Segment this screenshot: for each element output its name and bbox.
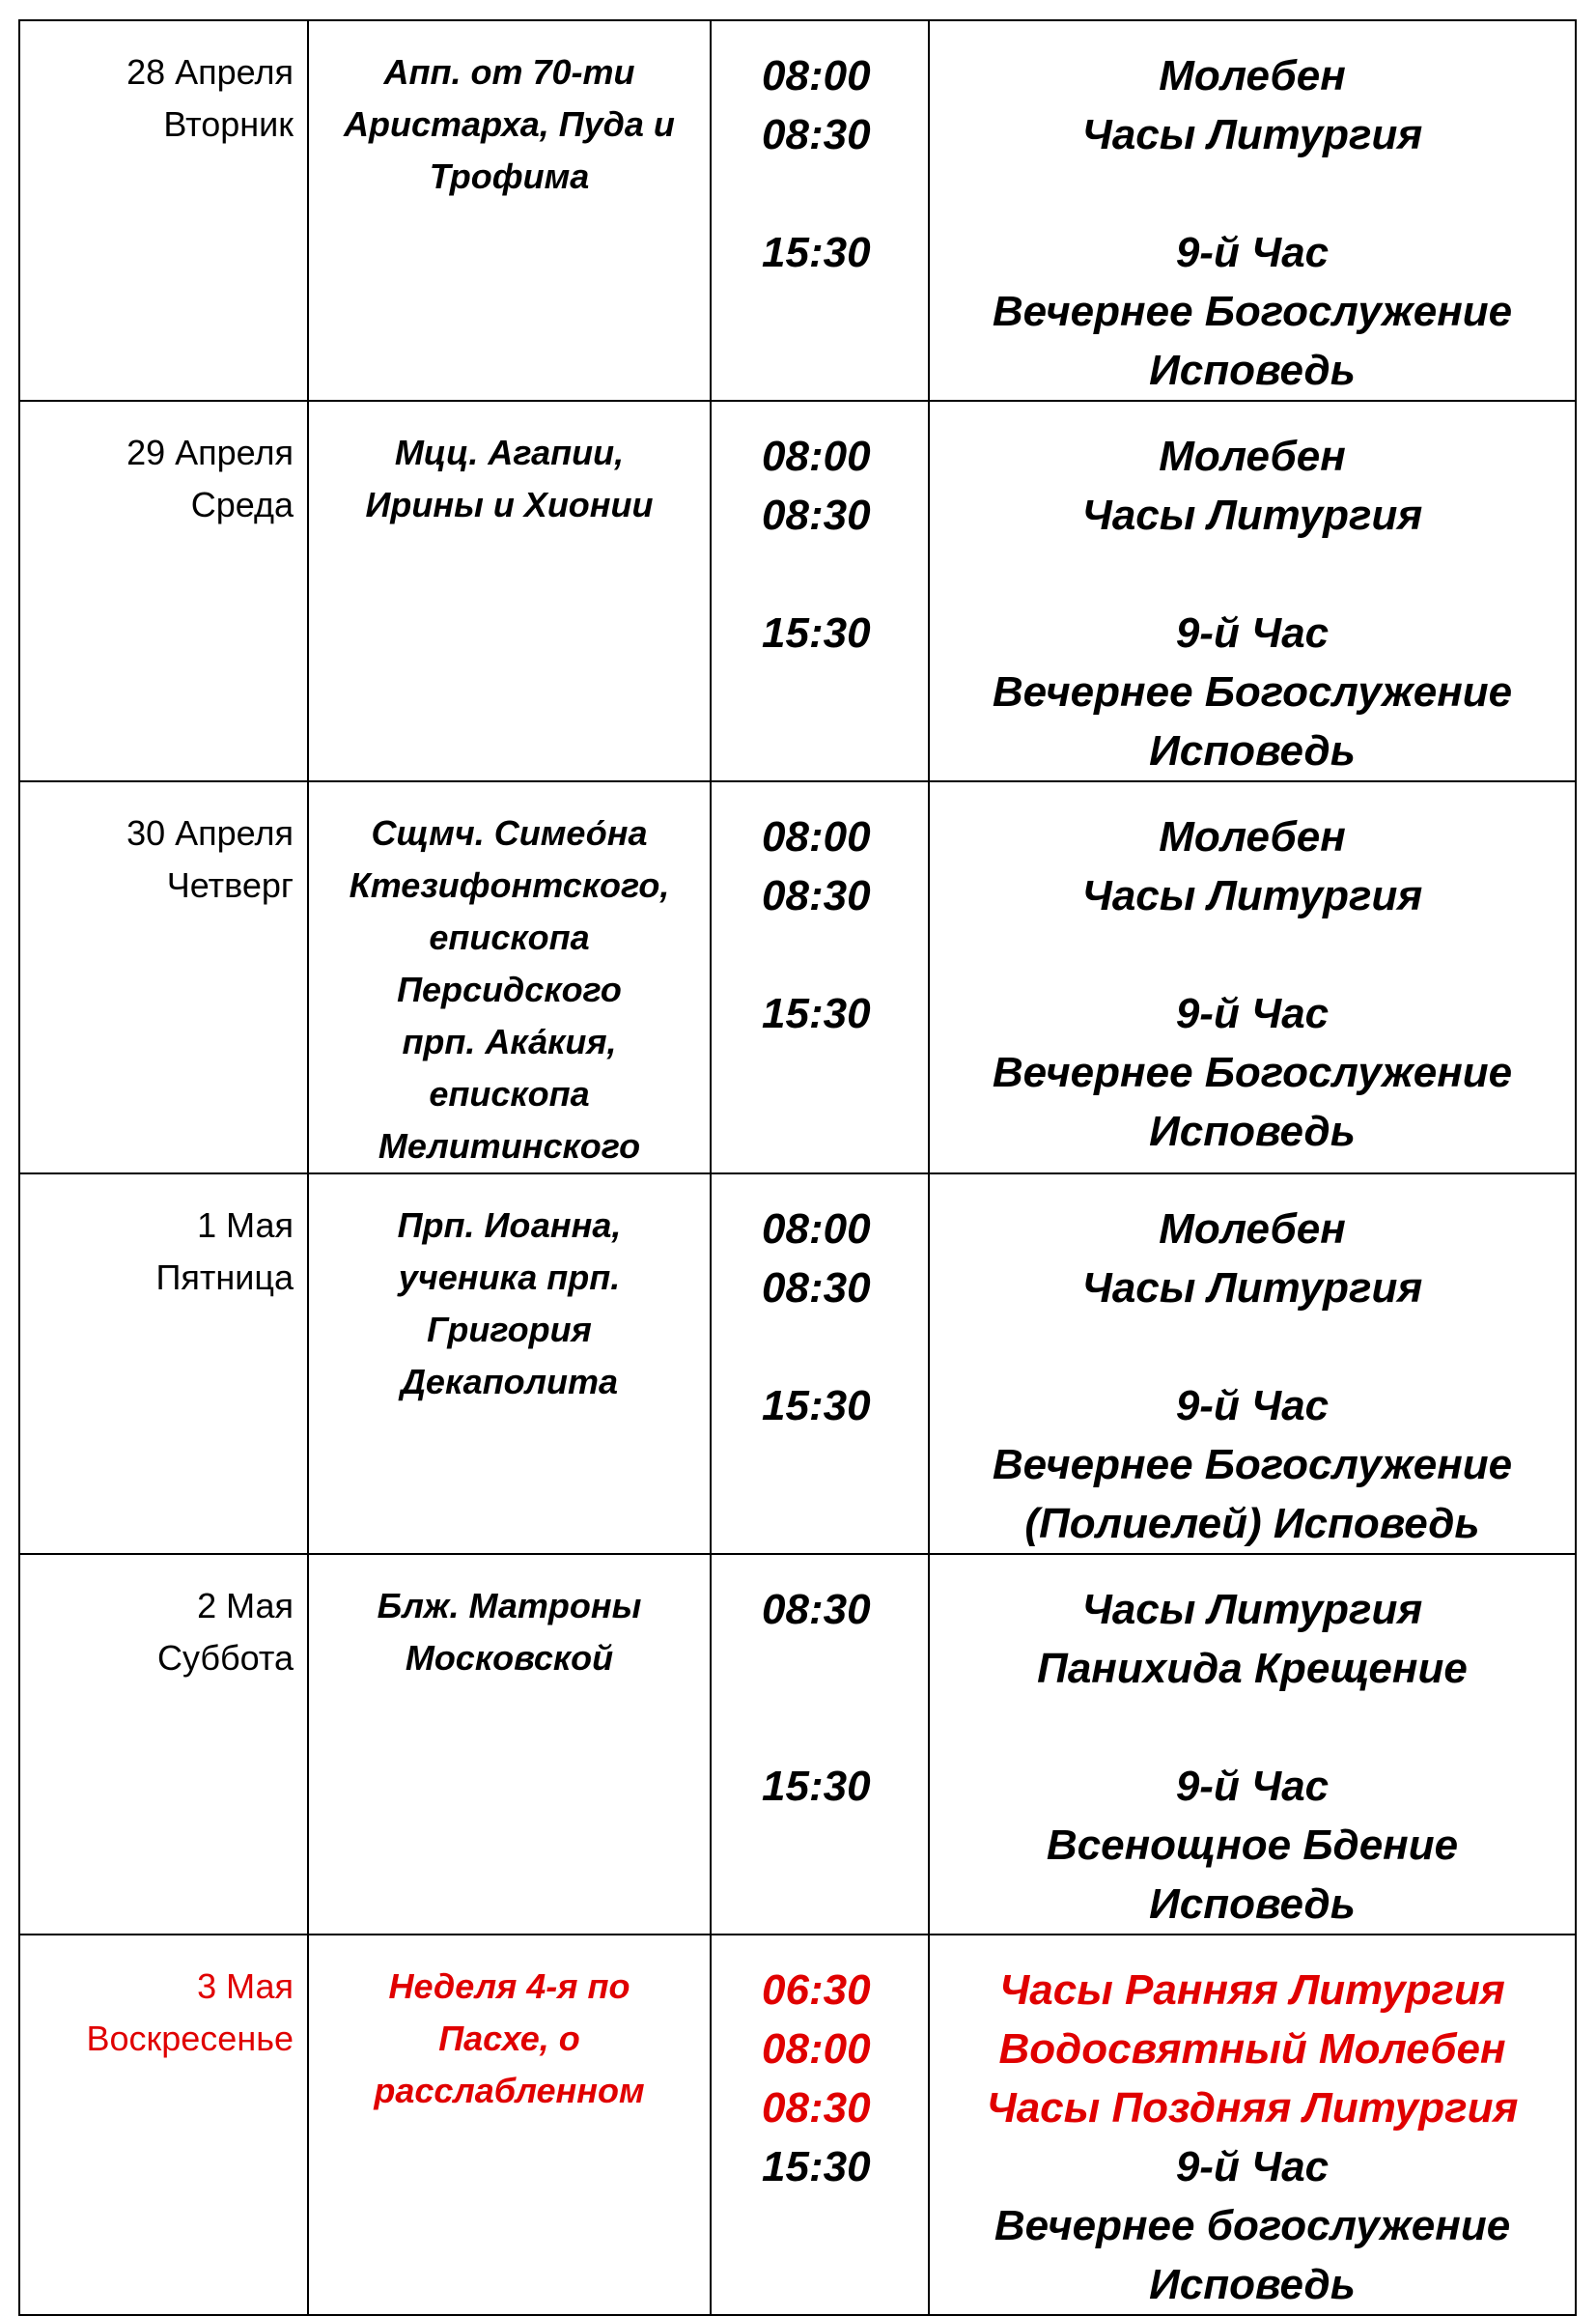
service-text: Вечернее Богослужение [992,288,1513,335]
feast-line: Апп. от 70-ти [383,52,635,92]
service-text: Часы Литургия [1081,1264,1423,1312]
schedule-sheet [18,19,1575,2316]
schedule-row [19,20,1576,401]
service-text: 9-й Час [1175,1763,1330,1810]
time-text: 15:30 [762,1763,871,1810]
date-text: 2 Мая [197,1586,294,1625]
time-text: 15:30 [762,229,871,276]
service-text: (Полиелей) Исповедь [1024,1500,1480,1547]
feast-cell [308,1554,711,1935]
feast-line: Сщмч. Симео́на [371,813,648,853]
service-text: Исповедь [1149,2261,1356,2308]
schedule-row [19,1554,1576,1935]
weekday-text: Воскресенье [86,2019,294,2058]
time-text: 08:30 [762,1264,871,1312]
services-cell [929,1173,1576,1554]
service-text: Часы Поздняя Литургия [986,2084,1519,2132]
times-cell [711,20,929,401]
service-text: Часы Литургия [1081,492,1423,539]
feast-line: Ктезифонтского, [349,865,670,905]
feast-line: Мелитинского [378,1126,641,1166]
time-text: 08:00 [762,1205,871,1253]
date-cell [19,401,308,781]
date-cell [19,781,308,1173]
time-text: 08:00 [762,52,871,99]
service-text: Всенощное Бдение [1046,1822,1459,1869]
feast-line: Григория [427,1310,592,1349]
time-text: 08:30 [762,492,871,539]
services-cell [929,781,1576,1173]
service-text: Вечернее Богослужение [992,1049,1513,1096]
date-text: 1 Мая [197,1205,294,1245]
times-cell [711,781,929,1173]
feast-line: Блж. Матроны [377,1586,642,1625]
service-text: Молебен [1159,813,1346,861]
service-text: Вечернее богослужение [994,2202,1511,2249]
feast-line: Мцц. Агапии, [394,433,625,472]
date-cell [19,20,308,401]
service-text: 9-й Час [1175,990,1330,1037]
service-text: Часы Литургия [1081,872,1423,919]
feast-line: Ирины и Хионии [365,485,654,524]
service-text: Часы Литургия [1081,1586,1423,1633]
services-cell [929,20,1576,401]
feast-line: прп. Ака́кия, [402,1022,617,1061]
feast-cell [308,1173,711,1554]
time-text: 15:30 [762,2143,871,2190]
time-text: 08:00 [762,433,871,480]
feast-cell [308,781,711,1173]
service-text: Исповедь [1149,347,1356,394]
times-cell [711,1554,929,1935]
service-text: Часы Ранняя Литургия [999,1966,1505,2014]
time-text: 06:30 [762,1966,871,2014]
times-cell [711,1173,929,1554]
feast-cell [308,20,711,401]
feast-line: Персидского [397,970,622,1009]
feast-line: Декаполита [400,1362,619,1401]
date-text: 29 Апреля [126,433,294,472]
service-text: Вечернее Богослужение [992,668,1513,716]
feast-line: епископа [429,1074,590,1114]
schedule-row [19,401,1576,781]
time-text: 15:30 [762,609,871,657]
service-text: Часы Литургия [1081,111,1423,158]
service-text: Водосвятный Молебен [998,2025,1506,2073]
feast-cell [308,401,711,781]
time-text: 15:30 [762,1382,871,1429]
times-cell [711,401,929,781]
service-text: Молебен [1159,1205,1346,1253]
date-cell [19,1173,308,1554]
feast-line: Аристарха, Пуда и [344,104,675,144]
date-text: 28 Апреля [126,52,294,92]
schedule-row [19,1173,1576,1554]
feast-line: епископа [429,918,590,957]
weekday-text: Пятница [155,1257,294,1297]
schedule-table [18,19,1577,2316]
feast-line: Пасхе, о [438,2019,580,2058]
feast-line: Прп. Иоанна, [397,1205,622,1245]
time-text: 08:00 [762,2025,871,2073]
time-text: 08:30 [762,111,871,158]
services-cell [929,401,1576,781]
service-text: Исповедь [1149,1880,1356,1928]
service-text: Панихида Крещение [1037,1645,1468,1692]
time-text: 15:30 [762,990,871,1037]
feast-line: Московской [405,1638,614,1678]
service-text: Исповедь [1149,727,1356,775]
date-text: 3 Мая [197,1966,294,2006]
feast-line: ученика прп. [398,1257,621,1297]
service-text: 9-й Час [1175,229,1330,276]
service-text: 9-й Час [1175,1382,1330,1429]
time-text: 08:30 [762,1586,871,1633]
time-text: 08:30 [762,2084,871,2132]
date-text: 30 Апреля [126,813,294,853]
weekday-text: Четверг [166,865,294,905]
time-text: 08:30 [762,872,871,919]
service-text: Молебен [1159,433,1346,480]
service-text: Молебен [1159,52,1346,99]
feast-line: Трофима [429,156,590,196]
weekday-text: Суббота [157,1638,294,1678]
feast-line: Неделя 4-я по [388,1966,630,2006]
service-text: 9-й Час [1175,609,1330,657]
service-text: Исповедь [1149,1108,1356,1155]
service-text: Вечернее Богослужение [992,1441,1513,1488]
feast-line: расслабленном [374,2071,645,2110]
weekday-text: Вторник [163,104,294,144]
service-text: 9-й Час [1175,2143,1330,2190]
weekday-text: Среда [190,485,294,524]
date-cell [19,1554,308,1935]
time-text: 08:00 [762,813,871,861]
services-cell [929,1554,1576,1935]
schedule-row [19,781,1576,1173]
